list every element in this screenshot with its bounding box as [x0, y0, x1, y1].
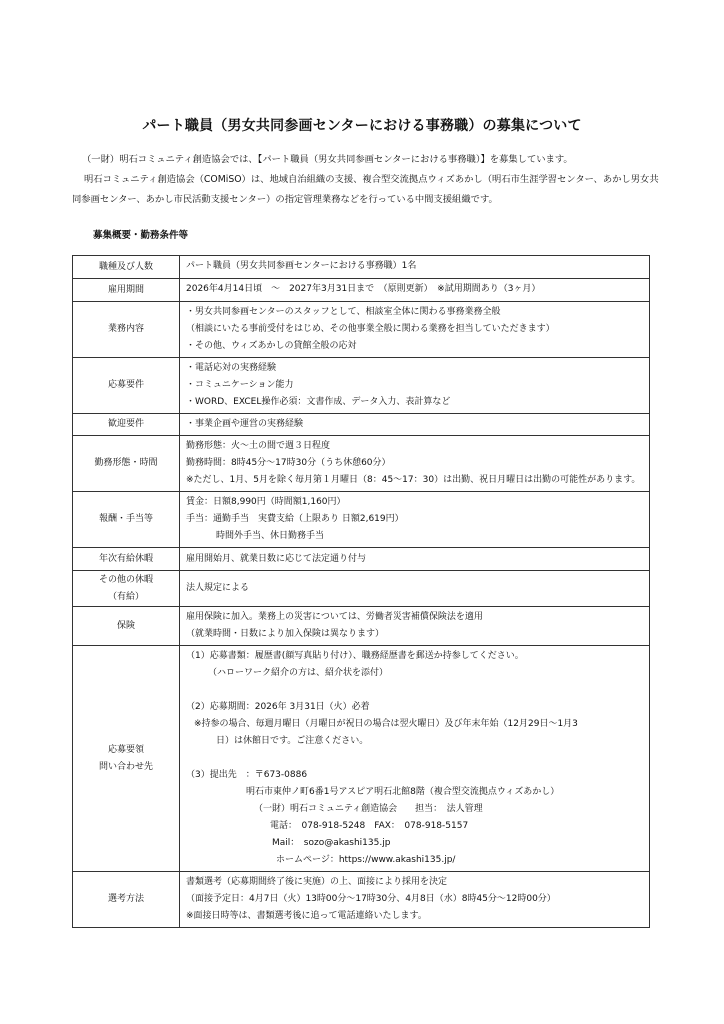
row-content — [180, 548, 650, 571]
row-content — [180, 872, 650, 928]
row-label — [73, 646, 180, 872]
content-line: （一財）明石コミュニティ創造協会 担当： 法人管理 — [254, 804, 483, 814]
content-line: ・その他、ウィズあかしの貸館全般の応対 — [186, 341, 357, 351]
row-content — [180, 279, 650, 302]
content-line: 勤務時間：8時45分～17時30分（うち休憩60分） — [186, 458, 391, 468]
content-line: Mail： sozo@akashi135.jp — [272, 838, 391, 848]
row-content — [180, 571, 650, 607]
spacer — [186, 750, 643, 767]
content-line: ・男女共同参画センターのスタッフとして、相談室全体に関わる事務業務全般 — [186, 307, 501, 317]
content-line: 法人規定による — [186, 583, 250, 593]
row-label: 選考方法 — [73, 872, 180, 928]
content-line: ・コミュニケーション能力 — [186, 380, 294, 390]
row-content — [180, 607, 650, 646]
spacer — [186, 682, 643, 699]
row-content — [180, 646, 650, 872]
content-line: 2026年4月14日頃 ～ 2027年3月31日まで （原則更新） ※試用期間あり（3ヶ月） — [186, 284, 541, 294]
row-label: 歓迎要件 — [73, 414, 180, 436]
intro-text — [72, 150, 662, 210]
content-line: ※持参の場合、毎週月曜日（月曜日が祝日の場合は翌火曜日）及び年末年始（12月29日～1月3 — [194, 719, 578, 729]
row-label-line: 応募要領 — [107, 744, 144, 755]
row-content — [180, 358, 650, 414]
table-row — [73, 279, 650, 302]
content-line: （相談にいたる事前受付をはじめ、その他事業全般に関わる業務を担当していただきます） — [186, 324, 555, 334]
content-line: ・事業企画や運営の実務経験 — [186, 419, 304, 429]
content-line: （3）提出先 ：〒673-0886 — [186, 770, 308, 780]
row-content — [180, 492, 650, 548]
content-line: ・WORD、EXCEL操作必須：文書作成、データ入力、表計算など — [186, 397, 451, 407]
row-content — [180, 414, 650, 436]
section-heading: 募集概要・勤務条件等 — [93, 230, 189, 241]
table-row — [73, 256, 650, 279]
content-line: （就業時間・日数により加入保険は異なります） — [186, 629, 385, 639]
content-line: ※面接日時等は、書類選考後に追って電話連絡いたします。 — [186, 911, 427, 921]
intro-paragraph-2: 明石コミュニティ創造協会（COMiSO）は、地域自治組織の支援、複合型交流拠点ウィズあかし（明石市生涯学習センター、あかし男女共同参画センター、あかし市民活動支援センター）の指定管理業務などを行っている中間支援組織です。 — [72, 174, 659, 205]
row-content — [180, 302, 650, 358]
content-line: 書類選考（応募期間終了後に実施）の上、面接により採用を決定 — [186, 877, 448, 887]
table-row — [73, 607, 650, 646]
table-row — [73, 548, 650, 571]
row-label: 応募要件 — [73, 358, 180, 414]
content-line: パート職員（男女共同参画センターにおける事務職）1名 — [186, 261, 417, 271]
table-row — [73, 436, 650, 492]
content-line: （ハローワーク紹介の方は、紹介状を添付） — [208, 668, 389, 678]
table-row — [73, 302, 650, 358]
row-content — [180, 256, 650, 279]
row-label-line: 問い合わせ先 — [98, 761, 153, 772]
content-line: 雇用保険に加入。業務上の災害については、労働者災害補償保険法を適用 — [186, 612, 483, 622]
content-line: 日）は休館日です。ご注意ください。 — [216, 736, 369, 746]
row-label: 業務内容 — [73, 302, 180, 358]
table-row — [73, 646, 650, 872]
content-line: （1）応募書類：履歴書(顔写真貼り付け）、職務経歴書を郵送か持参してください。 — [186, 651, 524, 661]
row-label — [73, 571, 180, 607]
row-label: 年次有給休暇 — [73, 548, 180, 571]
table-row — [73, 571, 650, 607]
row-label: 勤務形態・時間 — [73, 436, 180, 492]
content-line: ・電話応対の実務経験 — [186, 363, 277, 373]
table-row — [73, 872, 650, 928]
row-label-line: その他の休暇 — [98, 574, 153, 585]
row-label: 保険 — [73, 607, 180, 646]
content-line: 時間外手当、休日勤務手当 — [216, 531, 325, 541]
content-line: 勤務形態：火～土の間で週３日程度 — [186, 441, 331, 451]
content-line: 雇用開始月、就業日数に応じて法定通り付与 — [186, 553, 367, 564]
conditions-table — [72, 255, 650, 928]
row-label: 報酬・手当等 — [73, 492, 180, 548]
table-row — [73, 358, 650, 414]
row-label: 雇用期間 — [73, 279, 180, 302]
content-line: （面接予定日：4月7日（火）13時00分～17時30分、4月8日（水）8時45分～12時00分） — [186, 894, 556, 904]
content-line: 手当：通勤手当 実費支給（上限あり 日額2,619円） — [186, 514, 404, 524]
row-content — [180, 436, 650, 492]
content-line: ※ただし、1月、5月を除く毎月第１月曜日（8：45～17：30）は出勤、祝日月曜日は出勤の可能性があります。 — [186, 475, 641, 485]
content-line: 賃金：日額8,990円（時間額1,160円） — [186, 497, 346, 507]
table-row — [73, 492, 650, 548]
page-title: パート職員（男女共同参画センターにおける事務職）の募集について — [142, 118, 582, 134]
row-label-line: （有給） — [107, 591, 144, 602]
content-line: ホームページ：https://www.akashi135.jp/ — [276, 855, 456, 865]
intro-paragraph-1: （一財）明石コミュニティ創造協会では、【パート職員（男女共同参画センターにおける事務職）】を募集しています。 — [82, 154, 573, 165]
row-label: 職種及び人数 — [73, 256, 180, 279]
content-line: （2）応募期間：2026年 3月31日（火）必着 — [186, 702, 370, 712]
content-line: 電話： 078-918-5248 FAX： 078-918-5157 — [270, 821, 469, 831]
table-row — [73, 414, 650, 436]
content-line: 明石市東仲ノ町6番1号アスピア明石北館8階（複合型交流拠点ウィズあかし） — [246, 787, 560, 797]
